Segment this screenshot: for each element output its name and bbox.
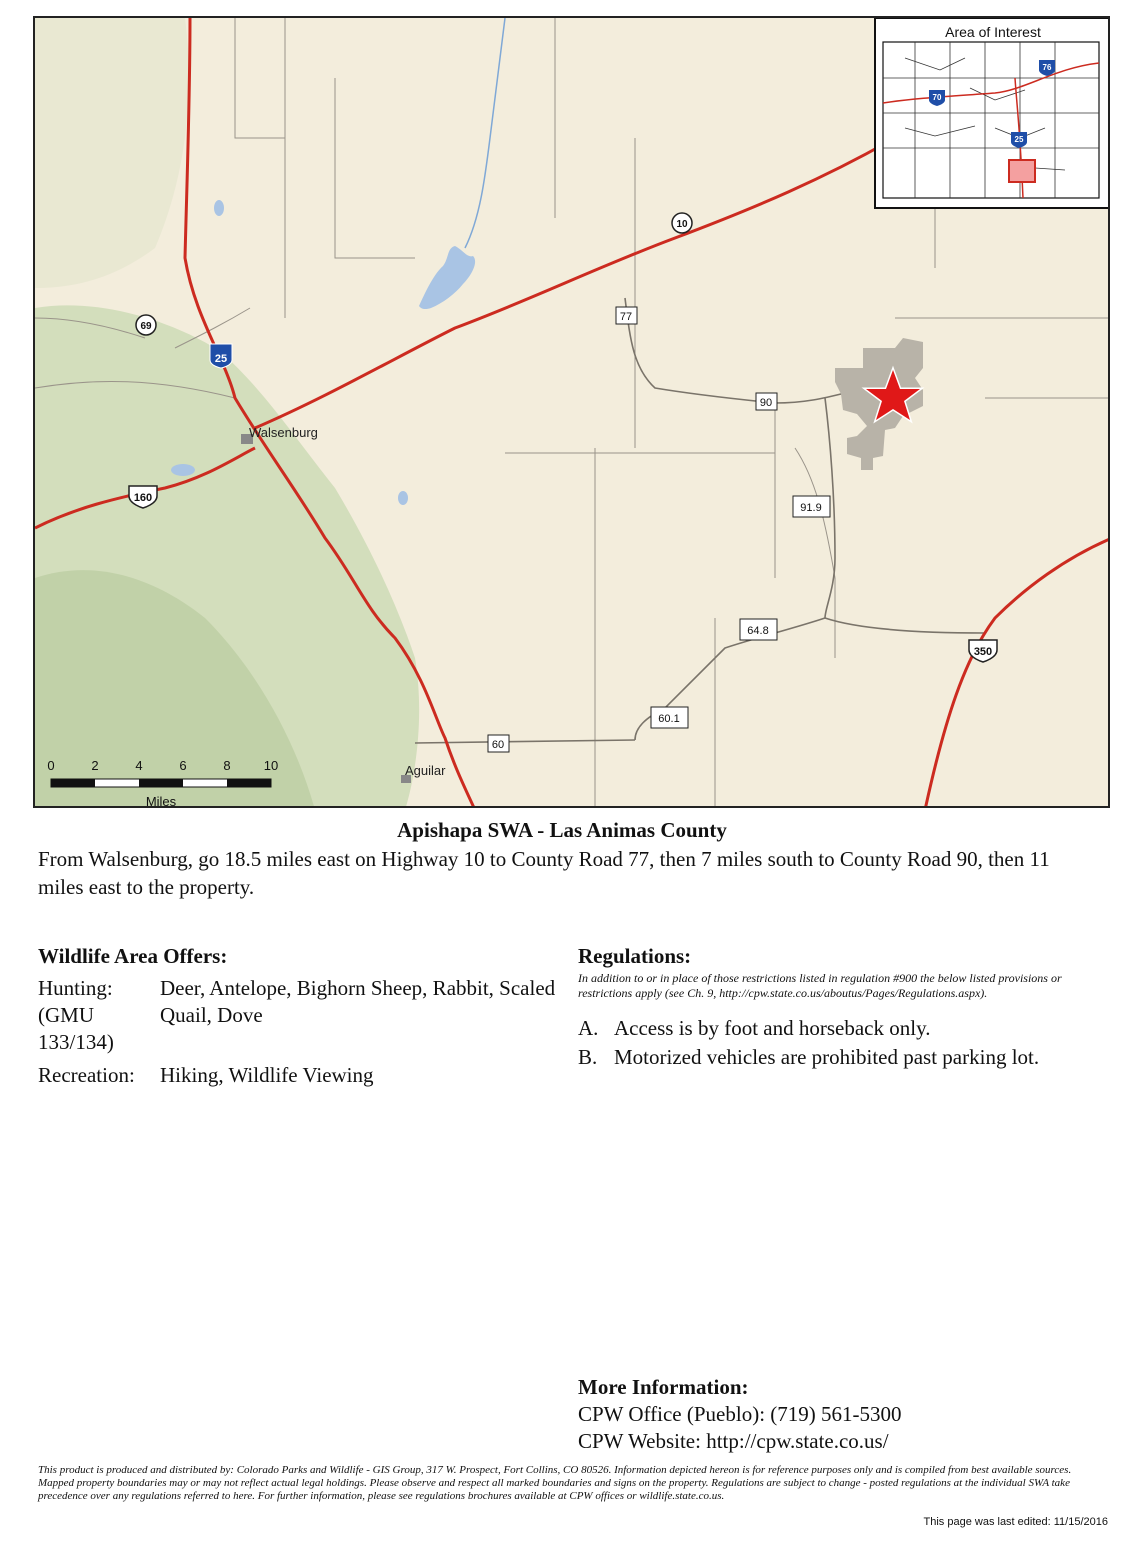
cr-labels [488,307,830,752]
aguilar-marker [401,763,446,783]
svg-text:0: 0 [47,758,55,773]
upland-area [35,18,189,288]
cr-77-label: 77 [619,311,633,323]
us350-shield [969,640,997,662]
page-title: Apishapa SWA - Las Animas County [397,818,727,842]
river [465,18,505,248]
offers-heading: Wildlife Area Offers: [38,944,228,968]
co10-shield [672,213,692,233]
more-information [578,1374,902,1455]
website-link[interactable]: CPW Website: http://cpw.state.co.us/ [578,1429,889,1453]
reservoir [419,246,475,309]
inset-map [875,18,1110,208]
swa-property [835,338,923,470]
co69-shield [136,315,156,335]
inset-title: Area of Interest [945,24,1041,40]
recreation-value: Hiking, Wildlife Viewing [160,1063,374,1087]
svg-text:10: 10 [263,758,279,773]
inset-i25-shield: 25 [1014,135,1024,144]
regulation-item: A. Access is by foot and horseback only. [578,1016,931,1040]
lake-2 [171,464,195,476]
area-of-interest-box [1009,160,1035,182]
cr-90-label: 90 [759,397,773,409]
svg-text:25: 25 [214,353,228,365]
regulation-item: B. Motorized vehicles are prohibited past parking lot. [578,1045,1040,1069]
svg-text:8: 8 [223,758,231,773]
scale-unit: Miles [145,794,177,809]
svg-text:69: 69 [140,321,152,332]
map-frame [33,16,1110,808]
regulations-note: In addition to or in place of those restrictions listed in regulation #900 the below listed provisions or restrictions apply (see Ch. 9, http://cpw.state.co.us/aboutus/Pages/Regulations.aspx). [578,971,1062,1000]
location-map [35,18,1110,808]
town-aguilar: Aguilar [405,763,446,778]
svg-text:6: 6 [179,758,187,773]
town-walsenburg: Walsenburg [249,425,318,440]
inset-i70-shield: 70 [932,93,942,102]
cr-60-label: 60 [491,739,505,751]
i25-shield [210,344,232,368]
last-edited: This page was last edited: 11/15/2016 [923,1516,1108,1528]
cr-601-label: 60.1 [658,713,680,725]
recreation-row [38,1062,558,1089]
wildlife-area-offers [38,944,558,1095]
svg-text:4: 4 [135,758,143,773]
cr-648-label: 64.8 [747,625,769,637]
more-info-heading: More Information: [578,1375,749,1399]
regulations-section [578,944,1098,1073]
inset-i76-shield: 76 [1042,63,1052,72]
directions-text: From Walsenburg, go 18.5 miles east on Highway 10 to County Road 77, then 7 miles south to County Road 90, then 11 miles east to the property. [38,847,1050,899]
office-phone: CPW Office (Pueblo): (719) 561-5300 [578,1402,902,1426]
lake-1 [214,200,224,216]
recreation-label: Recreation: [38,1063,135,1087]
svg-text:2: 2 [91,758,99,773]
svg-text:10: 10 [676,219,688,230]
disclaimer: This product is produced and distributed by: Colorado Parks and Wildlife - GIS Group, 317 W. Prospect, Fort Collins, CO 80526. Information depicted hereon is for reference purposes only and is compiled from best available sources. Mapped property boundaries may or may not reflect actual legal holdings. Please observe and respect all marked boundaries and signs on the property. Regulations are subject to change - posted regulations at the individual SWA take precedence over any regulations referred to here. For further information, please see regulations brochures available at CPW offices or wildlife.state.co.us. [38,1464,1072,1502]
regulations-heading: Regulations: [578,944,692,968]
cr-919-label: 91.9 [800,502,822,514]
hunting-label: Hunting: (GMU 133/134) [38,976,114,1054]
svg-text:350: 350 [973,646,993,658]
hunting-value: Deer, Antelope, Bighorn Sheep, Rabbit, Scaled Quail, Dove [160,976,556,1027]
lake-3 [398,491,408,505]
svg-text:160: 160 [133,492,153,504]
hunting-row [38,975,558,1056]
